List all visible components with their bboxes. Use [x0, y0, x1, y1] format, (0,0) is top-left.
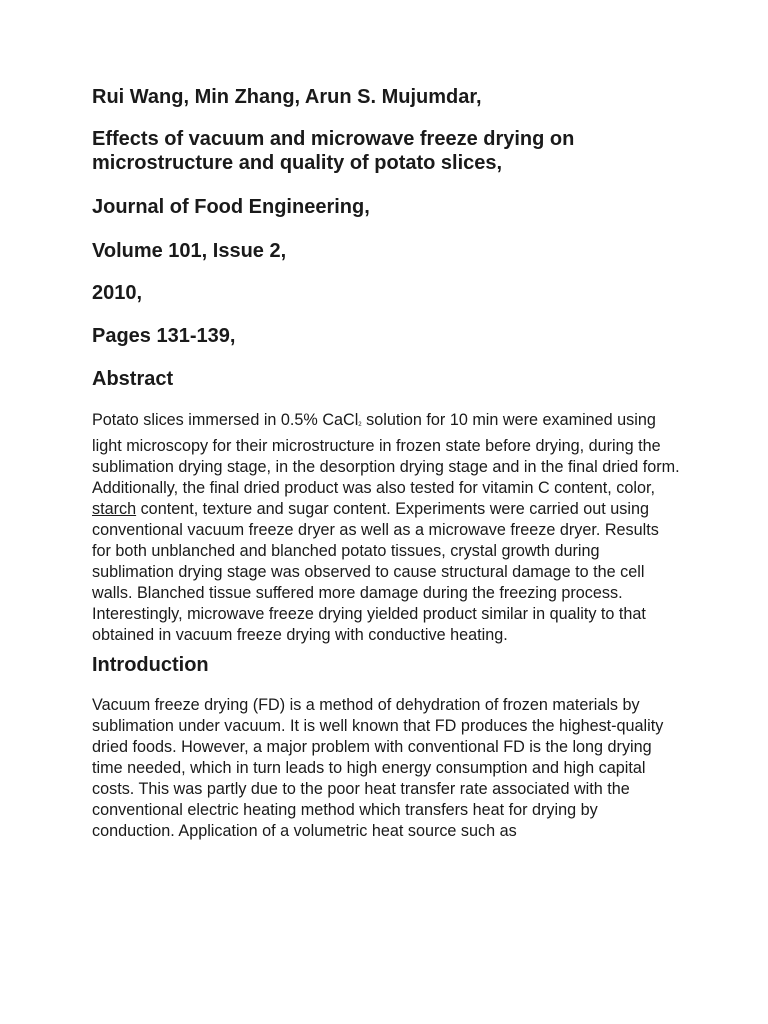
journal-name: Journal of Food Engineering, — [92, 196, 370, 218]
paper-title: Effects of vacuum and microwave freeze drying on microstructure and quality of potato slices, — [92, 128, 575, 174]
abstract-heading: Abstract — [92, 368, 174, 390]
abstract-text-part-2: solution for 10 min were examined using light microscopy for their microstructure in frozen state before drying, during the sublimation drying stage, in the desorption drying stage and in the final dried form. Additionally, the final dried product was also tested for vitamin C content, color, — [92, 411, 680, 497]
volume-issue: Volume 101, Issue 2, — [92, 240, 287, 262]
introduction-paragraph: Vacuum freeze drying (FD) is a method of dehydration of frozen materials by sublimation under vacuum. It is well known that FD produces the highest-quality dried foods. However, a major problem with conventional FD is the long drying time needed, which in turn leads to high energy consumption and high capital costs. This was partly due to the poor heat transfer rate associated with the conventional electric heating method which transfers heat for drying by conduction. Application of a volumetric heat source such as — [92, 696, 664, 840]
abstract-paragraph — [92, 410, 682, 646]
starch-link[interactable]: starch — [92, 500, 137, 518]
subscript-two: 2 — [358, 422, 362, 428]
introduction-heading: Introduction — [92, 654, 209, 676]
authors-line: Rui Wang, Min Zhang, Arun S. Mujumdar, — [92, 86, 482, 108]
abstract-text-part-3: content, texture and sugar content. Experiments were carried out using conventional vacuum freeze dryer as well as a microwave freeze dryer. Results for both unblanched and blanched potato tissues, crystal growth during sublimation drying stage was observed to cause structural damage to the cell walls. Blanched tissue suffered more damage during the freezing process. Interestingly, microwave freeze drying yielded product similar in quality to that obtained in vacuum freeze drying with conductive heating. — [92, 500, 659, 644]
abstract-text-part-1: Potato slices immersed in 0.5% CaCl — [92, 411, 359, 429]
page-range: Pages 131-139, — [92, 325, 236, 347]
publication-year: 2010, — [92, 282, 143, 304]
document-page — [92, 85, 682, 842]
